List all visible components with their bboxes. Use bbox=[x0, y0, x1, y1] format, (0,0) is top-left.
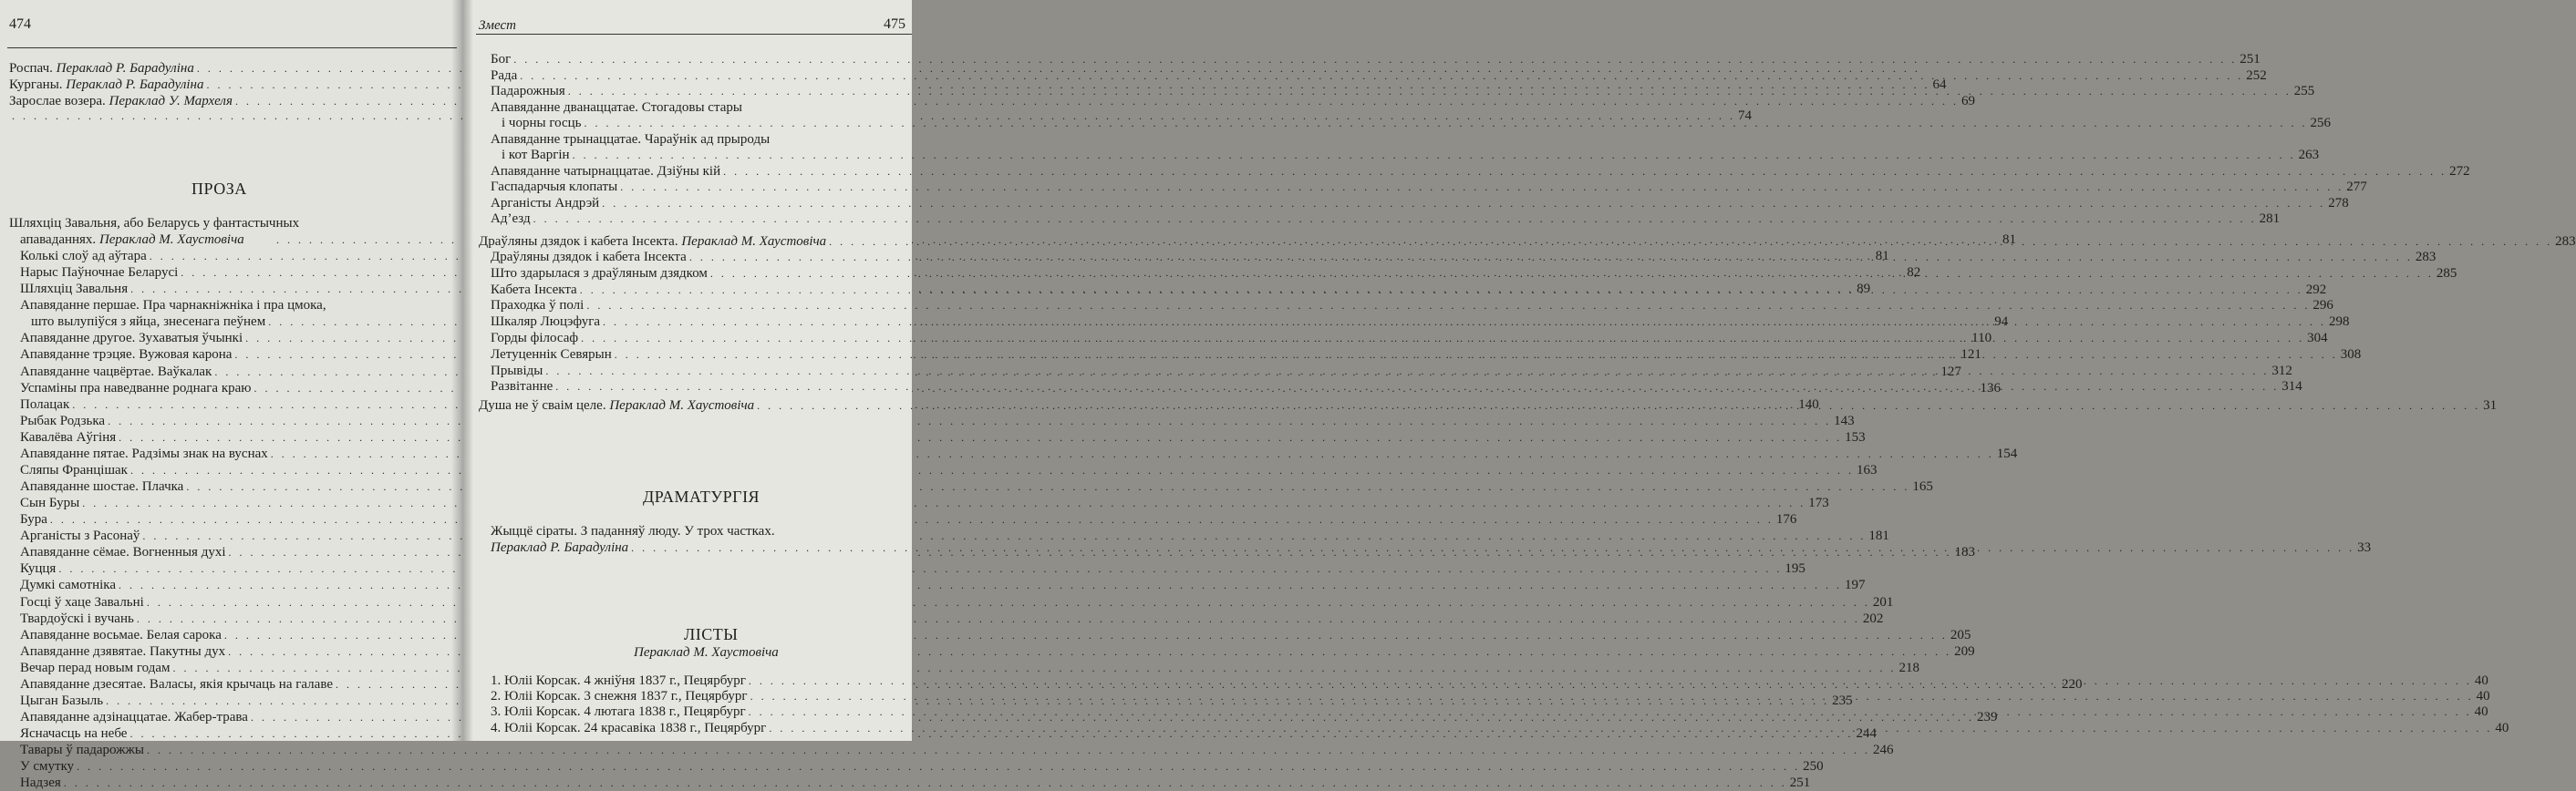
toc-entry: Праходка ў полі . . . 296 bbox=[491, 297, 926, 313]
section-heading-listy: ЛІСТЫ bbox=[684, 625, 739, 643]
toc-entry: Апавяданне дванаццатае. Стогадовы стары bbox=[491, 99, 742, 115]
toc-entry: Арганісты Андрэй . . . 278 bbox=[491, 195, 926, 211]
toc-entry: Курганы. Пераклад Р. Барадуліна . . . 64 bbox=[9, 77, 421, 93]
toc-entry: Апавяданне чацвёртае. Ваўкалак . . . 127 bbox=[20, 364, 421, 380]
toc-entry: Драўляны дзядок і кабета Інсекта . . . 283 bbox=[491, 249, 926, 265]
toc-entry: Душа не ў сваім целе. Пераклад М. Хаустовіча . . . 31 bbox=[479, 397, 926, 414]
toc-entry: Арганісты з Расонаў . . . 181 bbox=[20, 528, 421, 544]
work-title-cont: апаваданнях. Пераклад М. Хаустовіча bbox=[20, 232, 244, 247]
toc-entry: 3. Юліі Корсак. 4 лютага 1838 г., Пецярбург . . . 40 bbox=[491, 704, 928, 720]
toc-entry: Пераклад Р. Барадуліна . . . 33 bbox=[491, 539, 928, 556]
toc-entry: Сын Буры . . . 173 bbox=[20, 495, 421, 511]
toc-entry: Шляхціц Завальня . . . 89 bbox=[20, 281, 421, 297]
toc-entry: Твардоўскі і вучань . . . 202 bbox=[20, 611, 421, 627]
toc-entry: Надзея . . . 251 bbox=[20, 775, 421, 791]
toc-entry: Развітанне . . . 314 bbox=[491, 378, 926, 395]
toc-entry: і кот Варгін . . . 263 bbox=[502, 147, 926, 163]
toc-entry: Летуценнік Севярын . . . 308 bbox=[491, 346, 926, 363]
toc-entry: Апавяданне дзесятае. Валасы, якія крычаць на галаве . . . 220 bbox=[20, 676, 421, 693]
toc-entry: і чорны госць . . . 256 bbox=[502, 115, 926, 131]
toc-entry: Нарыс Паўночнае Беларусі . . . 82 bbox=[20, 264, 421, 281]
toc-entry: Колькі слоў ад аўтара . . . 81 bbox=[20, 248, 421, 264]
toc-entry: Шкаляр Люцэфуга . . . 298 bbox=[491, 313, 926, 330]
toc-entry: . . . 81 bbox=[274, 231, 421, 248]
toc-entry: Апавяданне першае. Пра чарнакніжніка і пра цмока, bbox=[20, 298, 326, 313]
toc-entry: Успаміны пра наведванне роднага краю . . . 136 bbox=[20, 380, 421, 396]
toc-entry: Апавяданне трынаццатае. Чараўнік ад прыроды bbox=[491, 131, 771, 147]
toc-entry: 4. Юліі Корсак. 24 красавіка 1838 г., Пецярбург . . . 40 bbox=[491, 720, 928, 736]
toc-entry: Цыган Базыль . . . 235 bbox=[20, 693, 421, 709]
toc-entry: Ясначасць на небе . . . 244 bbox=[20, 725, 421, 742]
page-number: 475 bbox=[884, 16, 905, 32]
header-rule bbox=[476, 34, 912, 35]
toc-entry: Апавяданне восьмае. Белая сарока . . . 205 bbox=[20, 627, 421, 643]
toc-entry: Апавяданне пятае. Радзімы знак на вуснах . . . 154 bbox=[20, 446, 421, 462]
toc-entry: Куцця . . . 195 bbox=[20, 560, 421, 577]
toc-entry: Бура . . . 176 bbox=[20, 511, 421, 528]
toc-entry: Што здарылася з драўляным дзядком . . . 285 bbox=[491, 265, 926, 282]
toc-entry: . . . 74 bbox=[9, 108, 421, 124]
toc-entry: Рада . . . 252 bbox=[491, 67, 926, 84]
toc-entry: Апавяданне другое. Зухаватыя ўчынкі . . . 110 bbox=[20, 330, 421, 346]
toc-entry: Сляпы Францішак . . . 163 bbox=[20, 462, 421, 478]
toc-entry: Гаспадарчыя клопаты . . . 277 bbox=[491, 179, 926, 195]
toc-entry: што вылупіўся з яйца, знесенага пеўнем . . . 94 bbox=[31, 313, 421, 330]
section-heading-proza: ПРОЗА bbox=[191, 180, 247, 198]
toc-entry: Полацак . . . 140 bbox=[20, 396, 421, 413]
toc-entry: Апавяданне дзявятае. Пакутны дух . . . 209 bbox=[20, 643, 421, 660]
toc-entry: Кавалёва Аўгіня . . . 153 bbox=[20, 429, 421, 446]
toc-entry: Кабета Інсекта . . . 292 bbox=[491, 282, 926, 298]
toc-entry: Зарослае возера. Пераклад У. Мархеля . . . 69 bbox=[9, 93, 421, 109]
toc-entry: Апавяданне чатырнаццатае. Дзіўны кій . . . 272 bbox=[491, 163, 926, 180]
toc-entry: Апавяданне адзінаццатае. Жабер-трава . . . 239 bbox=[20, 709, 421, 725]
toc-entry: Апавяданне трэцяе. Вужовая карона . . . 121 bbox=[20, 346, 421, 363]
toc-entry: Госці ў хаце Завальні . . . 201 bbox=[20, 594, 421, 611]
running-head: Змест bbox=[479, 18, 516, 33]
toc-entry: Апавяданне сёмае. Вогненныя духі . . . 183 bbox=[20, 544, 421, 560]
toc-entry: Прывіды . . . 312 bbox=[491, 363, 926, 379]
section-heading-dramaturgiya: ДРАМАТУРГІЯ bbox=[643, 488, 760, 506]
page-number: 474 bbox=[9, 16, 31, 32]
toc-entry: Падарожныя . . . 255 bbox=[491, 83, 926, 99]
toc-entry: Апавяданне шостае. Плачка . . . 165 bbox=[20, 478, 421, 495]
toc-entry: Тавары ў падарожжы . . . 246 bbox=[20, 742, 421, 758]
toc-entry: Вечар перад новым годам . . . 218 bbox=[20, 660, 421, 676]
toc-entry: Драўляны дзядок і кабета Інсекта. Пераклад М. Хаустовіча . . . 283 bbox=[479, 233, 926, 250]
toc-entry: Думкі самотніка . . . 197 bbox=[20, 577, 421, 593]
toc-entry: 2. Юліі Корсак. 3 снежня 1837 г., Пецярбург . . . 40 bbox=[491, 688, 928, 704]
work-title: Шляхціц Завальня, або Беларусь у фантастычных bbox=[9, 216, 300, 231]
toc-entry: Бог . . . 251 bbox=[491, 51, 926, 67]
toc-entry: У смутку . . . 250 bbox=[20, 758, 421, 775]
toc-entry: Роспач. Пераклад Р. Барадуліна . . . bbox=[9, 60, 421, 77]
work-title: Жыццё сіраты. З паданняў люду. У трох частках. bbox=[491, 524, 775, 539]
letters-translator: Пераклад М. Хаустовіча bbox=[634, 645, 779, 660]
toc-entry: Рыбак Родзька . . . 143 bbox=[20, 413, 421, 429]
toc-entry: Горды філосаф . . . 304 bbox=[491, 330, 926, 346]
toc-entry: 1. Юліі Корсак. 4 жніўня 1837 г., Пецярбург . . . 40 bbox=[491, 673, 928, 689]
header-rule bbox=[7, 47, 457, 48]
toc-entry: Ад’езд . . . 281 bbox=[491, 211, 926, 227]
